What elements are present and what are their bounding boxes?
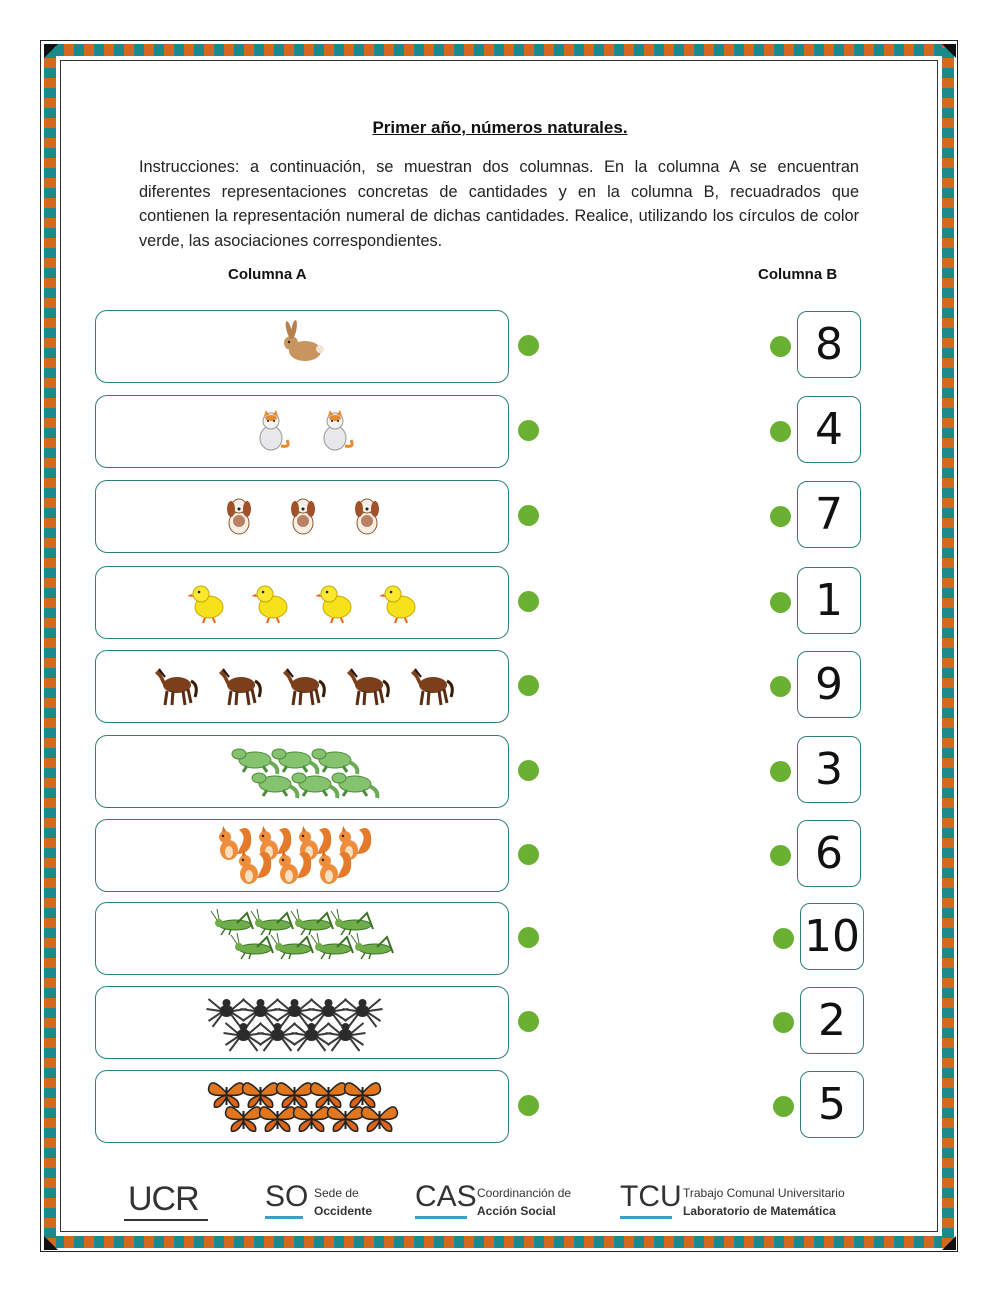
- number-label: 9: [815, 659, 843, 710]
- column-b-connector-dot[interactable]: [770, 506, 791, 527]
- frame-border-right: [942, 44, 954, 1248]
- column-a-connector-dot[interactable]: [518, 927, 539, 948]
- number-label: 3: [815, 744, 843, 795]
- number-label: 7: [815, 489, 843, 540]
- column-a-box: [95, 566, 509, 639]
- squirrel-icon: [279, 850, 311, 884]
- squirrel-icon: [239, 850, 271, 884]
- so-logo: SO: [265, 1180, 309, 1213]
- column-a-connector-dot[interactable]: [518, 675, 539, 696]
- number-label: 8: [815, 319, 843, 370]
- dog-group: [96, 481, 510, 554]
- chick-icon: [315, 586, 351, 623]
- spider-icon: [326, 1023, 366, 1051]
- spider-group: [96, 987, 510, 1060]
- cas-logo-text: [477, 1184, 571, 1220]
- column-b-connector-dot[interactable]: [773, 928, 794, 949]
- squirrel-group: [96, 820, 510, 893]
- butterfly-icon: [260, 1107, 296, 1131]
- butterfly-icon: [328, 1107, 364, 1131]
- grasshopper-icon: [211, 909, 253, 935]
- horse-group: [96, 651, 510, 724]
- spider-icon: [292, 1023, 332, 1051]
- grasshopper-icon: [311, 933, 353, 959]
- column-a-box: [95, 902, 509, 975]
- column-a-connector-dot[interactable]: [518, 844, 539, 865]
- column-b-connector-dot[interactable]: [773, 1012, 794, 1033]
- so-line2: Occidente: [314, 1204, 373, 1218]
- column-b-number-box: [800, 987, 864, 1054]
- grasshopper-icon: [331, 909, 373, 935]
- column-b-header: Columna B: [758, 266, 838, 283]
- horse-icon: [219, 669, 260, 705]
- grasshopper-icon: [271, 933, 313, 959]
- column-a-connector-dot[interactable]: [518, 505, 539, 526]
- grasshopper-icon: [291, 909, 333, 935]
- frame-border-top: [44, 44, 954, 56]
- butterfly-icon: [277, 1083, 313, 1107]
- column-b-number-box: [797, 396, 861, 463]
- chick-icon: [251, 586, 287, 623]
- column-b-connector-dot[interactable]: [770, 592, 791, 613]
- horse-icon: [283, 669, 324, 705]
- tcu-logo: TCU: [620, 1180, 682, 1213]
- ucr-logo-underline: [124, 1219, 208, 1221]
- column-a-box: [95, 650, 509, 723]
- column-b-number-box: [797, 736, 861, 803]
- number-label: 6: [815, 828, 843, 879]
- column-b-number-box: [797, 651, 861, 718]
- column-b-connector-dot[interactable]: [770, 761, 791, 782]
- column-b-number-box: [797, 567, 861, 634]
- column-b-connector-dot[interactable]: [770, 421, 791, 442]
- frame-border-left: [44, 44, 56, 1248]
- so-logo-text: [314, 1184, 372, 1220]
- column-b-connector-dot[interactable]: [770, 845, 791, 866]
- frame-border-bottom: [44, 1236, 954, 1248]
- column-b-number-box: [797, 481, 861, 548]
- dog-icon: [355, 499, 379, 534]
- column-a-box: [95, 986, 509, 1059]
- column-a-box: [95, 395, 509, 468]
- rabbit-group: [96, 311, 510, 384]
- column-a-connector-dot[interactable]: [518, 420, 539, 441]
- number-label: 5: [818, 1079, 846, 1130]
- column-b-connector-dot[interactable]: [770, 676, 791, 697]
- column-b-number-box: [797, 820, 861, 887]
- chick-icon: [379, 586, 415, 623]
- iguana-icon: [232, 749, 277, 774]
- column-a-connector-dot[interactable]: [518, 760, 539, 781]
- squirrel-icon: [319, 850, 351, 884]
- squirrel-icon: [219, 826, 251, 860]
- grasshopper-icon: [351, 933, 393, 959]
- number-label: 1: [815, 575, 843, 626]
- column-b-connector-dot[interactable]: [770, 336, 791, 357]
- horse-icon: [347, 669, 388, 705]
- butterfly-icon: [243, 1083, 279, 1107]
- column-b-number-box: [800, 1071, 864, 1138]
- grasshopper-group: [96, 903, 510, 976]
- column-b-connector-dot[interactable]: [773, 1096, 794, 1117]
- butterfly-group: [96, 1071, 510, 1144]
- tcu-line1: Trabajo Comunal Universitario: [683, 1186, 845, 1200]
- cas-logo-bar: [415, 1216, 467, 1219]
- butterfly-icon: [226, 1107, 262, 1131]
- column-a-connector-dot[interactable]: [518, 335, 539, 356]
- column-a-box: [95, 819, 509, 892]
- horse-icon: [155, 669, 196, 705]
- butterfly-icon: [294, 1107, 330, 1131]
- spider-icon: [224, 1023, 264, 1051]
- column-a-header: Columna A: [228, 266, 307, 283]
- butterfly-icon: [345, 1083, 381, 1107]
- cat-icon: [260, 410, 288, 450]
- instructions-text: Instrucciones: a continuación, se muestran dos columnas. En la columna A se encuentran diferentes representaciones concretas de cantidades y en la columna B, recuadrados que contienen la representación numeral de dichas cantidades. Realice, utilizando los círculos de color verde, las asociaciones correspondientes.: [139, 158, 859, 250]
- column-a-connector-dot[interactable]: [518, 1095, 539, 1116]
- spider-icon: [258, 1023, 298, 1051]
- column-a-box: [95, 480, 509, 553]
- column-b-number-box: [797, 311, 861, 378]
- iguana-icon: [252, 773, 297, 798]
- so-logo-bar: [265, 1216, 303, 1219]
- grasshopper-icon: [251, 909, 293, 935]
- number-label: 10: [804, 911, 860, 962]
- tcu-line2: Laboratorio de Matemática: [683, 1204, 836, 1218]
- column-a-box: [95, 310, 509, 383]
- iguana-group: [96, 736, 510, 809]
- rabbit-icon: [284, 320, 324, 361]
- horse-icon: [411, 669, 452, 705]
- column-a-connector-dot[interactable]: [518, 1011, 539, 1032]
- butterfly-icon: [311, 1083, 347, 1107]
- column-a-connector-dot[interactable]: [518, 591, 539, 612]
- column-a-box: [95, 735, 509, 808]
- cas-line2: Acción Social: [477, 1204, 556, 1218]
- column-a-box: [95, 1070, 509, 1143]
- number-label: 4: [815, 404, 843, 455]
- chick-group: [96, 567, 510, 640]
- footer-logos: [0, 1178, 1000, 1228]
- chick-icon: [187, 586, 223, 623]
- dog-icon: [227, 499, 251, 534]
- dog-icon: [291, 499, 315, 534]
- cat-icon: [324, 410, 352, 450]
- cas-logo: CAS: [415, 1180, 477, 1213]
- tcu-logo-text: [683, 1184, 845, 1220]
- butterfly-icon: [209, 1083, 245, 1107]
- tcu-logo-bar: [620, 1216, 672, 1219]
- cas-line1: Coordinanción de: [477, 1186, 572, 1200]
- cat-group: [96, 396, 510, 469]
- ucr-logo: UCR: [128, 1180, 199, 1218]
- grasshopper-icon: [231, 933, 273, 959]
- so-line1: Sede de: [314, 1186, 359, 1200]
- butterfly-icon: [362, 1107, 398, 1131]
- number-label: 2: [818, 995, 846, 1046]
- page-title: Primer año, números naturales.: [372, 118, 628, 137]
- column-b-number-box: [800, 903, 864, 970]
